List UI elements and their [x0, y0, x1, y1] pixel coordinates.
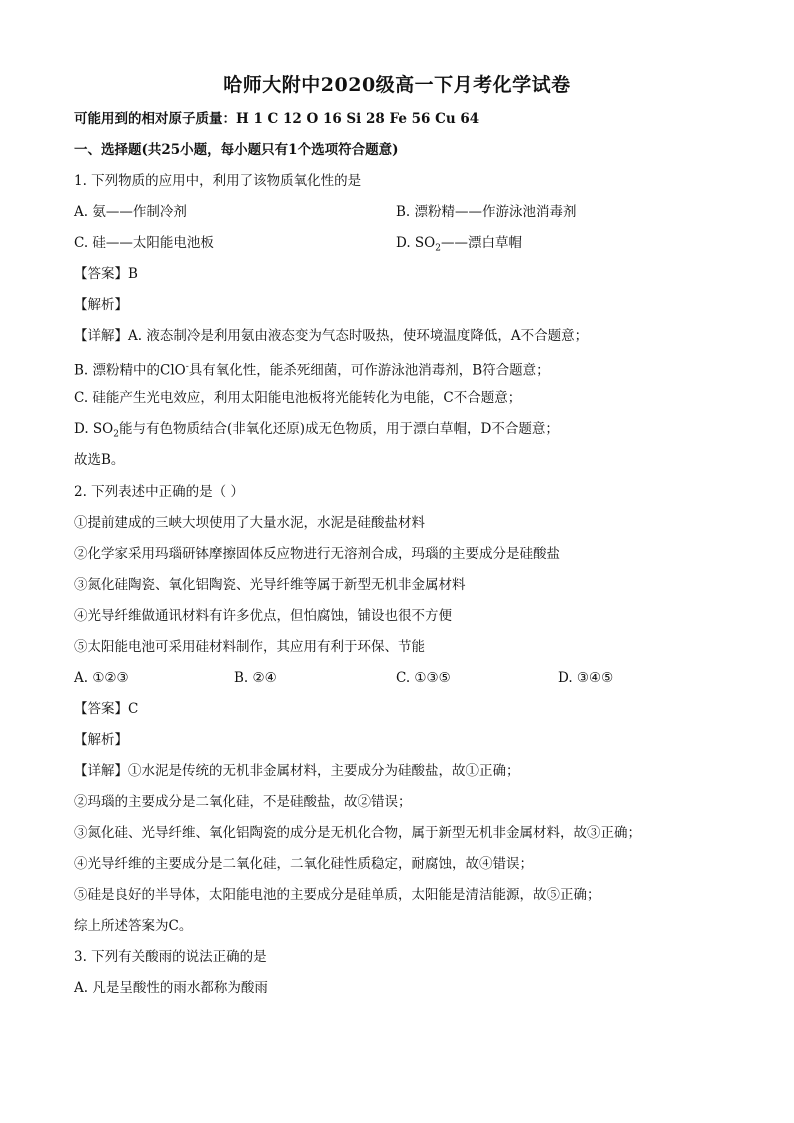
q2-option-b: B. ②④: [234, 670, 277, 686]
q2-analysis-label: 【解析】: [74, 732, 128, 748]
q1-analysis-label: 【解析】: [74, 297, 128, 313]
q2-option-c: C. ①③⑤: [396, 670, 451, 686]
q2-statement-1: ①提前建成的三峡大坝使用了大量水泥，水泥是硅酸盐材料: [74, 515, 425, 531]
exam-title: 哈师大附中2020级高一下月考化学试卷: [223, 74, 571, 96]
q1-detail-a: 【详解】A. 液态制冷是利用氨由液态变为气态时吸热，使环境温度降低，A不合题意；: [74, 328, 589, 344]
q2-detail-2: ②玛瑙的主要成分是二氧化硅，不是硅酸盐，故②错误；: [74, 794, 412, 810]
q2-stem: 2. 下列表述中正确的是（ ）: [74, 484, 244, 500]
q1-option-a: A. 氨——作制冷剂: [74, 204, 187, 220]
q1-option-d: D. $SO_2——$漂白草帽: [396, 235, 522, 254]
q2-option-d: D. ③④⑤: [558, 670, 614, 686]
q1-detail-d: D. $SO_2$能与有色物质结合(非氧化还原)成无色物质，用于漂白草帽，D不合题意；: [74, 421, 559, 440]
q2-detail-5: ⑤硅是良好的半导体，太阳能电池的主要成分是硅单质，太阳能是清洁能源，故⑤正确；: [74, 887, 601, 903]
q1-option-b: B. 漂粉精——作游泳池消毒剂: [396, 204, 577, 220]
q2-statement-2: ②化学家采用玛瑙研钵摩擦固体反应物进行无溶剂合成，玛瑙的主要成分是硅酸盐: [74, 546, 560, 562]
q1-detail-c: C. 硅能产生光电效应，利用太阳能电池板将光能转化为电能，C不合题意；: [74, 390, 522, 406]
atomic-masses: 可能用到的相对原子质量：H 1 C 12 O 16 Si 28 Fe 56 Cu 64: [74, 111, 480, 127]
q2-conclusion: 综上所述答案为C。: [74, 918, 193, 934]
q1-detail-b: B. 漂粉精中的ClO-具有氧化性，能杀死细菌，可作游泳池消毒剂，B符合题意；: [74, 362, 550, 379]
q1-option-c: C. 硅——太阳能电池板: [74, 235, 214, 251]
q1-stem: 1. 下列物质的应用中，利用了该物质氧化性的是: [74, 173, 362, 189]
q2-statement-4: ④光导纤维做通讯材料有许多优点，但怕腐蚀，铺设也很不方便: [74, 608, 452, 624]
q3-stem: 3. 下列有关酸雨的说法正确的是: [74, 949, 267, 965]
q2-statement-5: ⑤太阳能电池可采用硅材料制作，其应用有利于环保、节能: [74, 639, 425, 655]
section-heading: 一、选择题(共25小题，每小题只有1个选项符合题意): [74, 142, 399, 158]
q1-conclusion: 故选B。: [74, 452, 125, 468]
q2-detail-4: ④光导纤维的主要成分是二氧化硅，二氧化硅性质稳定，耐腐蚀，故④错误；: [74, 856, 533, 872]
q2-detail-1: 【详解】①水泥是传统的无机非金属材料，主要成分为硅酸盐，故①正确；: [74, 763, 520, 779]
q2-answer: 【答案】C: [74, 701, 139, 717]
q2-statement-3: ③氮化硅陶瓷、氧化铝陶瓷、光导纤维等属于新型无机非金属材料: [74, 577, 466, 593]
q3-option-a: A. 凡是呈酸性的雨水都称为酸雨: [74, 980, 268, 996]
q2-detail-3: ③氮化硅、光导纤维、氧化铝陶瓷的成分是无机化合物，属于新型无机非金属材料，故③正确；: [74, 825, 641, 841]
q2-option-a: A. ①②③: [74, 670, 129, 686]
q1-answer: 【答案】B: [74, 266, 138, 282]
